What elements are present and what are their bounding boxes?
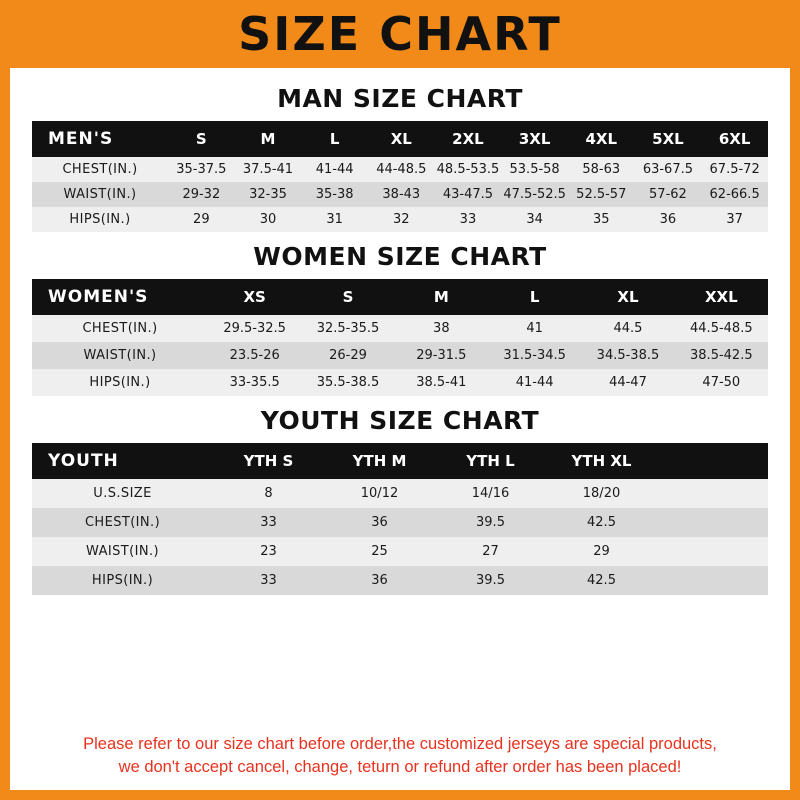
table-cell: 18/20 bbox=[582, 486, 621, 501]
table-cell: 29 bbox=[593, 544, 610, 559]
table-row bbox=[32, 508, 768, 537]
men-col-header-5xl: 5XL bbox=[652, 130, 684, 148]
table-cell: 38.5-42.5 bbox=[690, 348, 753, 363]
women-table-header bbox=[32, 279, 768, 315]
men-section-title: MAN SIZE CHART bbox=[277, 84, 523, 113]
women-table-body bbox=[32, 315, 768, 396]
women-col-header-l: L bbox=[529, 288, 540, 306]
order-notice-line-1: Please refer to our size chart before order,the customized jerseys are special products, bbox=[83, 735, 717, 754]
women-col-header-xl: XL bbox=[617, 288, 639, 306]
youth-col-header-xl: YTH XL bbox=[571, 452, 632, 470]
table-cell: 39.5 bbox=[476, 573, 505, 588]
women-col-header-xs: XS bbox=[243, 288, 266, 306]
table-cell: 52.5-57 bbox=[576, 187, 627, 202]
table-header-row bbox=[32, 279, 768, 315]
table-cell: 44.5 bbox=[613, 321, 643, 336]
table-cell bbox=[657, 508, 768, 537]
table-cell: 36 bbox=[371, 515, 388, 530]
table-cell: 34 bbox=[526, 212, 543, 227]
youth-col-header-s: YTH S bbox=[243, 452, 294, 470]
table-cell: 44.5-48.5 bbox=[690, 321, 753, 336]
men-col-header-s: S bbox=[195, 130, 207, 148]
table-cell: 33 bbox=[260, 515, 277, 530]
table-cell: 32.5-35.5 bbox=[316, 321, 380, 336]
table-cell: 41 bbox=[526, 321, 543, 336]
youth-size-table bbox=[32, 443, 768, 595]
men-col-header-m: M bbox=[260, 130, 276, 148]
women-row-label-chest: CHEST(IN.) bbox=[82, 321, 158, 336]
youth-row-label-chest: CHEST(IN.) bbox=[84, 515, 161, 530]
table-cell: 41-44 bbox=[315, 162, 354, 177]
table-cell: 58-63 bbox=[582, 162, 621, 177]
men-row-label-chest: CHEST(IN.) bbox=[62, 162, 138, 177]
table-cell: 23 bbox=[260, 544, 277, 559]
youth-row-label-ussize: U.S.SIZE bbox=[93, 486, 152, 501]
table-row bbox=[32, 342, 768, 369]
youth-row-label-waist: WAIST(IN.) bbox=[86, 544, 159, 559]
table-cell: 43-47.5 bbox=[442, 187, 494, 202]
men-size-table bbox=[32, 121, 768, 232]
table-cell: 42.5 bbox=[587, 573, 616, 588]
men-col-header-xl: XL bbox=[390, 130, 412, 148]
table-cell: 47-50 bbox=[702, 375, 741, 390]
table-cell: 29-32 bbox=[182, 187, 221, 202]
table-header-row bbox=[32, 443, 768, 479]
youth-col-header-m: YTH M bbox=[352, 452, 407, 470]
table-cell: 8 bbox=[264, 486, 273, 501]
women-col-header-m: M bbox=[433, 288, 449, 306]
table-cell: 57-62 bbox=[649, 187, 687, 202]
table-row bbox=[32, 157, 768, 182]
table-cell: 42.5 bbox=[587, 515, 616, 530]
women-size-table bbox=[32, 279, 768, 396]
table-cell: 29 bbox=[193, 212, 210, 227]
youth-col-header-empty bbox=[657, 443, 768, 479]
table-cell: 37 bbox=[726, 212, 743, 227]
men-table-body bbox=[32, 157, 768, 232]
table-cell: 35.5-38.5 bbox=[316, 375, 380, 390]
men-col-header-4xl: 4XL bbox=[585, 130, 618, 148]
table-cell: 63-67.5 bbox=[642, 162, 694, 177]
table-row bbox=[32, 207, 768, 232]
women-row-label-header: WOMEN'S bbox=[48, 287, 149, 307]
table-row bbox=[32, 479, 768, 508]
table-cell: 38.5-41 bbox=[416, 375, 467, 390]
women-section-title: WOMEN SIZE CHART bbox=[253, 242, 547, 271]
table-cell: 38-43 bbox=[382, 187, 421, 202]
table-cell: 53.5-58 bbox=[509, 162, 560, 177]
table-cell: 35 bbox=[592, 212, 610, 227]
table-cell: 31.5-34.5 bbox=[503, 348, 566, 363]
women-row-label-waist: WAIST(IN.) bbox=[83, 348, 157, 363]
table-cell bbox=[657, 537, 768, 566]
table-row bbox=[32, 369, 768, 396]
table-cell: 29-31.5 bbox=[416, 348, 467, 363]
table-cell: 44-47 bbox=[609, 375, 647, 390]
youth-col-header-l: YTH L bbox=[466, 452, 515, 470]
table-cell: 14/16 bbox=[471, 486, 510, 501]
table-cell: 36 bbox=[371, 573, 388, 588]
table-cell: 33 bbox=[260, 573, 277, 588]
women-col-header-s: S bbox=[342, 288, 354, 306]
table-cell: 27 bbox=[482, 544, 499, 559]
table-cell: 38 bbox=[433, 321, 450, 336]
table-cell: 39.5 bbox=[476, 515, 505, 530]
table-cell: 10/12 bbox=[360, 486, 399, 501]
men-col-header-6xl: 6XL bbox=[718, 130, 751, 148]
table-cell: 37.5-41 bbox=[242, 162, 294, 177]
table-cell: 26-29 bbox=[329, 348, 367, 363]
table-cell: 33-35.5 bbox=[229, 375, 280, 390]
men-row-label-header: MEN'S bbox=[48, 129, 114, 149]
table-cell bbox=[657, 566, 768, 595]
men-col-header-3xl: 3XL bbox=[518, 130, 551, 148]
page-title: SIZE CHART bbox=[238, 7, 562, 61]
men-row-label-waist: WAIST(IN.) bbox=[63, 187, 137, 202]
table-cell: 25 bbox=[371, 544, 388, 559]
table-cell: 67.5-72 bbox=[709, 162, 760, 177]
table-row bbox=[32, 566, 768, 595]
table-cell: 31 bbox=[326, 212, 343, 227]
table-row bbox=[32, 315, 768, 342]
table-cell: 35-37.5 bbox=[176, 162, 227, 177]
men-col-header-l: L bbox=[329, 130, 340, 148]
table-cell: 48.5-53.5 bbox=[436, 162, 500, 177]
table-cell: 44-48.5 bbox=[376, 162, 427, 177]
table-cell: 23.5-26 bbox=[229, 348, 280, 363]
table-cell: 41-44 bbox=[515, 375, 554, 390]
youth-row-label-header: YOUTH bbox=[48, 451, 119, 471]
page-banner bbox=[0, 0, 800, 68]
table-row bbox=[32, 182, 768, 207]
table-cell: 33 bbox=[459, 212, 477, 227]
table-cell: 35-38 bbox=[315, 187, 354, 202]
youth-section-title: YOUTH SIZE CHART bbox=[260, 406, 540, 435]
men-table-header bbox=[32, 121, 768, 157]
youth-row-label-hips: HIPS(IN.) bbox=[91, 573, 154, 588]
youth-table-body bbox=[32, 479, 768, 595]
order-notice-line-2: we don't accept cancel, change, teturn or refund after order has been placed! bbox=[118, 757, 682, 776]
men-col-header-2xl: 2XL bbox=[452, 130, 484, 148]
table-cell: 30 bbox=[259, 212, 277, 227]
men-row-label-hips: HIPS(IN.) bbox=[69, 212, 131, 227]
youth-table-header bbox=[32, 443, 768, 479]
table-cell: 32 bbox=[393, 212, 410, 227]
table-cell: 36 bbox=[659, 212, 677, 227]
table-cell: 47.5-52.5 bbox=[503, 187, 566, 202]
table-header-row bbox=[32, 121, 768, 157]
women-row-label-hips: HIPS(IN.) bbox=[89, 375, 151, 390]
chart-content bbox=[10, 68, 790, 790]
table-cell: 62-66.5 bbox=[709, 187, 760, 202]
women-col-header-xxl: XXL bbox=[704, 288, 738, 306]
table-cell: 29.5-32.5 bbox=[223, 321, 286, 336]
table-row bbox=[32, 537, 768, 566]
table-cell bbox=[657, 479, 768, 508]
order-notice bbox=[32, 723, 768, 790]
table-cell: 32-35 bbox=[249, 187, 287, 202]
table-cell: 34.5-38.5 bbox=[596, 348, 660, 363]
